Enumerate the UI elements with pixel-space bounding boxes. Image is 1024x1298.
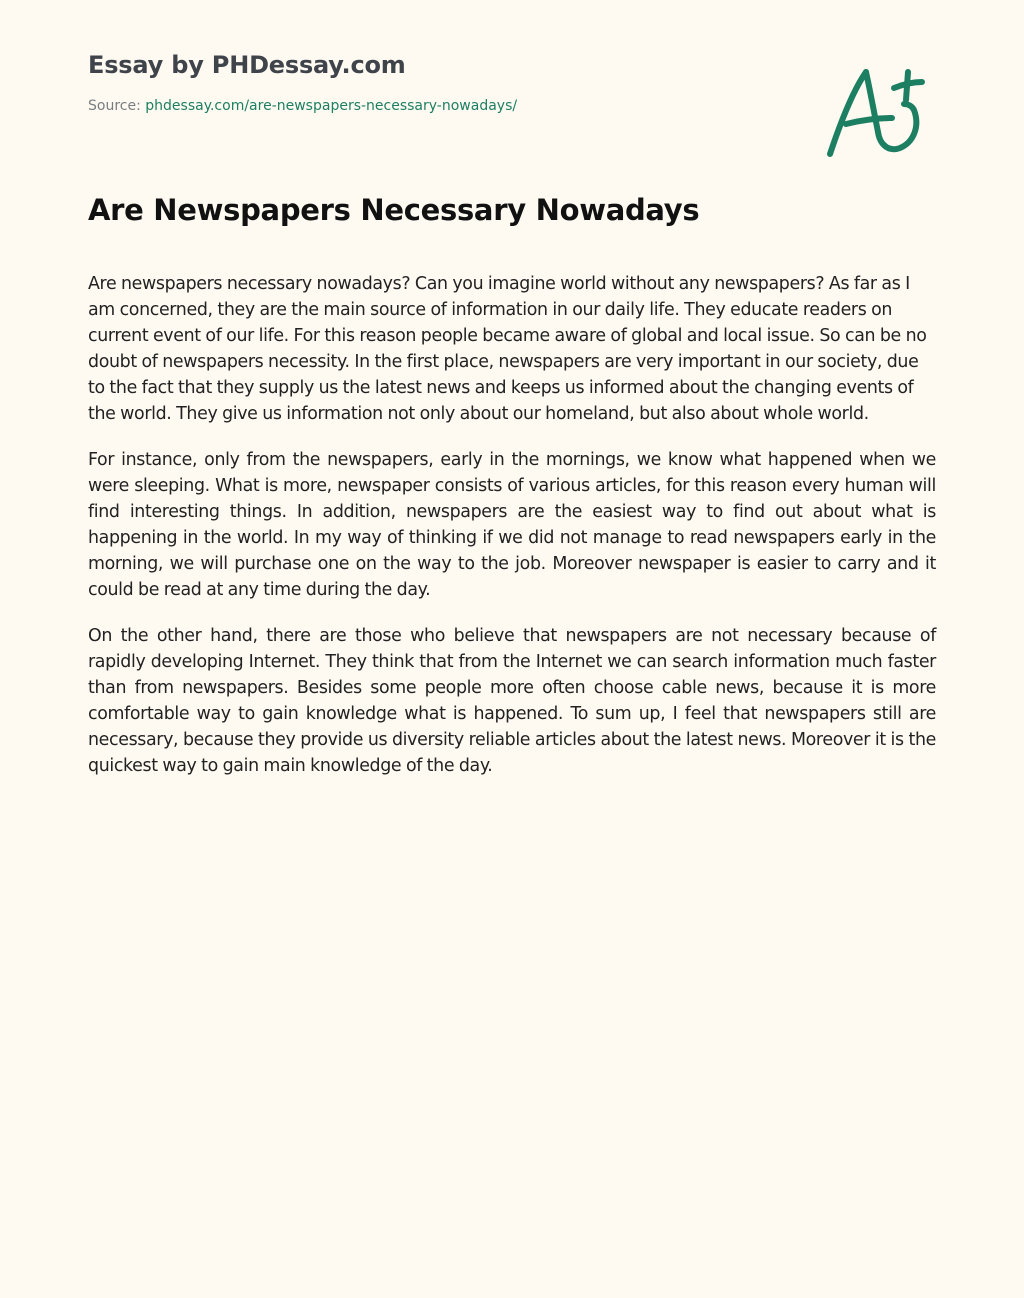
essay-title: Are Newspapers Necessary Nowadays [88, 193, 700, 227]
brand-title: Essay by PHDessay.com [88, 51, 406, 79]
essay-paragraph: Are newspapers necessary nowadays? Can you imagine world without any newspapers? As far as I am concerned, they are the main source of information in our daily life. They educate readers on current event of our life. For this reason people became aware of global and local issue. So can be no doubt of newspapers necessity. In the first place, newspapers are very important in our society, due to the fact that they supply us the latest news and keeps us informed about the changing events of the world. They give us information not only about our homeland, but also about whole world. [88, 274, 927, 424]
source-line [88, 96, 788, 116]
essay-body [88, 271, 936, 799]
essay-paragraph: On the other hand, there are those who believe that newspapers are not necessary because of rapidly developing Internet. They think that from the Internet we can search information much faster than from newspapers. Besides some people more often choose cable news, because it is more comfortable way to gain knowledge what is happened. To sum up, I feel that newspapers still are necessary, because they provide us diversity reliable articles about the latest news. Moreover it is the quickest way to gain main knowledge of the day. [88, 626, 936, 776]
essay-paragraph: For instance, only from the newspapers, early in the mornings, we know what happened when we were sleeping. What is more, newspaper consists of various articles, for this reason every human will find interesting things. In addition, newspapers are the easiest way to find out about what is happening in the world. In my way of thinking if we did not manage to read newspapers early in the morning, we will purchase one on the way to the job. Moreover newspaper is easier to carry and it could be read at any time during the day. [88, 450, 936, 600]
source-link[interactable]: phdessay.com/are-newspapers-necessary-nowadays/ [145, 98, 518, 114]
source-label: Source: [88, 98, 146, 114]
a-plus-grade-icon [822, 62, 932, 162]
page-header [88, 48, 788, 116]
